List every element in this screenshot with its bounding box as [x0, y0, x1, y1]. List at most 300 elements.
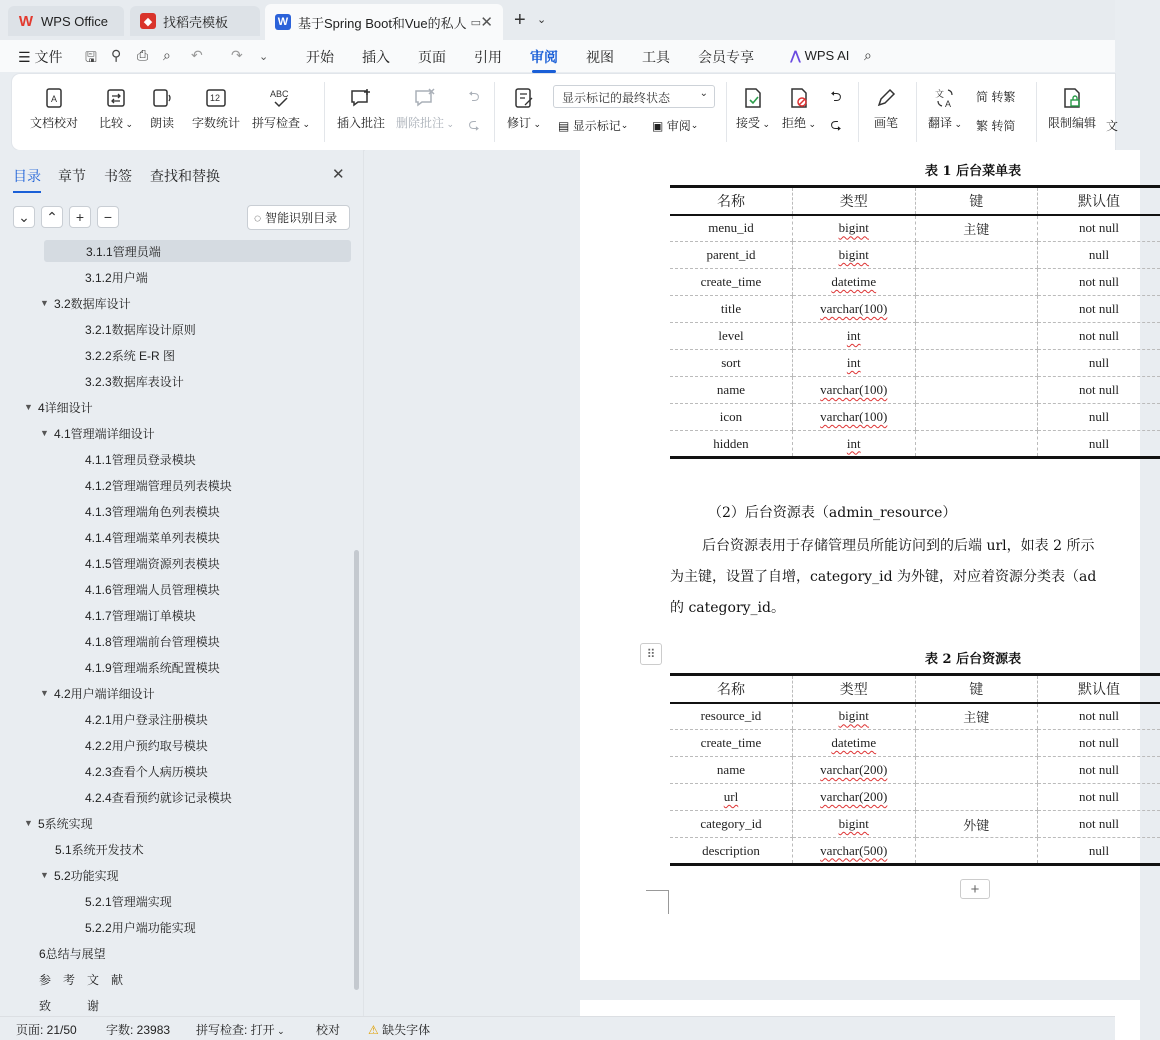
table-row: [670, 350, 1160, 377]
add-row-button[interactable]: [960, 879, 990, 899]
table-cell[interactable]: name: [670, 757, 793, 784]
table-admin-resource[interactable]: [670, 673, 1160, 866]
compare-icon: [104, 86, 128, 110]
toc-item[interactable]: [85, 552, 220, 574]
toc-item[interactable]: [85, 266, 148, 288]
table-header-cell: 名称: [670, 187, 793, 215]
toc-item[interactable]: [55, 838, 144, 860]
tab-document[interactable]: [265, 4, 503, 40]
plus-icon: +: [75, 209, 85, 225]
expand-triangle-icon[interactable]: ▼: [40, 298, 49, 308]
review-label: 审阅: [666, 119, 691, 133]
prev-change-icon[interactable]: ⮌: [830, 88, 842, 104]
ribbon-divider: [726, 82, 727, 142]
wps-logo-icon: W: [18, 12, 34, 30]
table-cell[interactable]: int: [793, 350, 916, 377]
missing-font-label: 缺失字体: [382, 1023, 431, 1037]
toc-item-label: 3.2数据库设计: [54, 296, 131, 311]
table-move-handle[interactable]: [640, 643, 662, 665]
word-count-button[interactable]: [190, 86, 242, 131]
insert-comment-icon: [349, 86, 373, 110]
review-ribbon: [12, 74, 1119, 150]
delete-comment-button[interactable]: [394, 86, 456, 131]
chevron-down-icon: ⌄: [805, 119, 817, 129]
table-header-cell: 键: [915, 675, 1038, 703]
menu-home[interactable]: 开始: [306, 49, 334, 65]
to-simplified-label: 繁 转简: [976, 119, 1016, 133]
more-ribbon-button[interactable]: [1106, 117, 1118, 134]
toc-item-label: 5.2.2用户端功能实现: [85, 920, 196, 935]
table-row: [670, 838, 1160, 865]
chevron-down-icon: ⌄: [759, 119, 771, 129]
spell-check-status[interactable]: [196, 1021, 285, 1038]
chevron-down-icon: ⌄: [18, 208, 30, 225]
table-row: [670, 323, 1160, 350]
table-cell[interactable]: null: [1038, 431, 1160, 458]
table-cell[interactable]: datetime: [793, 269, 916, 296]
word-count-icon: [204, 86, 228, 110]
toc-item[interactable]: [40, 422, 155, 444]
table-row: [670, 296, 1160, 323]
table-cell[interactable]: varchar(100): [793, 404, 916, 431]
section-heading: （2）后台资源表（admin_resource）: [708, 505, 957, 521]
table-cell[interactable]: not null: [1038, 757, 1160, 784]
spell-check-button[interactable]: [250, 86, 312, 131]
table-row: [670, 703, 1160, 730]
table-cell[interactable]: not null: [1038, 269, 1160, 296]
insert-comment-label: 插入批注: [336, 116, 385, 130]
smart-toc-icon: ◌: [254, 210, 262, 225]
search-icon[interactable]: ⌕: [864, 47, 872, 63]
toc-item-label: 6总结与展望: [39, 946, 106, 961]
document-page[interactable]: [580, 150, 1140, 980]
table-cell[interactable]: null: [1038, 838, 1160, 865]
chevron-down-icon: ⌄: [443, 119, 455, 129]
table-cell[interactable]: [915, 757, 1038, 784]
prev-comment-icon[interactable]: ⮌: [468, 88, 480, 104]
table-cell[interactable]: title: [670, 296, 793, 323]
menu-tools[interactable]: 工具: [642, 49, 670, 65]
drag-handle-icon: ⠿: [646, 647, 656, 661]
toc-item-label: 4.1.1管理员登录模块: [85, 452, 196, 467]
reject-button[interactable]: [780, 86, 818, 131]
chevron-up-icon: ⌃: [46, 208, 58, 225]
word-count-status[interactable]: 字数: 23983: [106, 1023, 171, 1037]
table-cell[interactable]: not null: [1038, 296, 1160, 323]
toc-item[interactable]: [85, 786, 232, 808]
tab-chapters[interactable]: 章节: [58, 168, 86, 184]
doc-check-label: 文档校对: [29, 116, 78, 130]
paragraph-line: 为主键，设置了自增，category_id 为外键，对应着资源分类表（ad: [670, 569, 1097, 585]
svg-text:12: 12: [210, 93, 221, 103]
table-cell[interactable]: 主键: [915, 215, 1038, 242]
table-cell[interactable]: url: [670, 784, 793, 811]
toc-item-label: 4.1.5管理端资源列表模块: [85, 556, 220, 571]
table-cell[interactable]: [915, 730, 1038, 757]
toc-item-label: 3.1.2用户端: [85, 270, 148, 285]
translate-icon: [933, 86, 957, 110]
page-margin-corner: [646, 890, 669, 914]
table-header-cell: 默认值: [1038, 187, 1160, 215]
table-cell[interactable]: create_time: [670, 269, 793, 296]
table-cell[interactable]: not null: [1038, 377, 1160, 404]
chevron-down-icon: ⌄: [951, 119, 963, 129]
table-cell[interactable]: int: [793, 323, 916, 350]
table-cell[interactable]: [915, 784, 1038, 811]
tab-find-replace[interactable]: 查找和替换: [150, 168, 220, 184]
table1-caption: 表 1 后台菜单表: [925, 164, 1022, 179]
toc-item-label: 4.1.4管理端菜单列表模块: [85, 530, 220, 545]
docer-logo-icon: ◆: [140, 13, 156, 29]
remove-heading-button[interactable]: [97, 206, 119, 228]
table-cell[interactable]: menu_id: [670, 215, 793, 242]
toc-item[interactable]: [85, 370, 184, 392]
toc-item[interactable]: [85, 448, 196, 470]
word-count-label: 字数统计: [191, 116, 240, 130]
table-cell[interactable]: null: [1038, 350, 1160, 377]
table-row: [670, 730, 1160, 757]
svg-text:ABC: ABC: [270, 89, 289, 99]
menu-page[interactable]: 页面: [418, 49, 446, 65]
next-change-icon[interactable]: ⮎: [830, 116, 842, 132]
tab-bar: [0, 0, 1115, 40]
more-ribbon-label: 文: [1106, 119, 1119, 133]
toc-item[interactable]: [39, 942, 106, 964]
proofread-status[interactable]: 校对: [316, 1023, 341, 1037]
table-row: [670, 215, 1160, 242]
close-pane-icon[interactable]: ✕: [332, 166, 345, 183]
menu-member[interactable]: 会员专享: [698, 49, 754, 65]
svg-text:A: A: [945, 99, 952, 109]
next-comment-icon[interactable]: ⮎: [468, 116, 480, 132]
toc-item[interactable]: [44, 240, 351, 262]
menu-bar: [0, 40, 1115, 72]
show-markup-icon: ▤: [558, 118, 570, 133]
save-icon[interactable]: 🖫: [85, 49, 97, 65]
svg-text:A: A: [51, 94, 58, 104]
table-cell[interactable]: bigint: [793, 215, 916, 242]
menu-view[interactable]: 视图: [586, 49, 614, 65]
table-row: [670, 784, 1160, 811]
toc-item-label: 4.2.2用户预约取号模块: [85, 738, 208, 753]
doc-check-button[interactable]: [28, 86, 80, 131]
table-cell[interactable]: varchar(200): [793, 784, 916, 811]
to-traditional-button[interactable]: [976, 88, 1015, 105]
spell-check-icon: [269, 86, 293, 110]
toc-item-label: 4详细设计: [38, 400, 93, 415]
menu-insert[interactable]: 插入: [362, 49, 390, 65]
table-cell[interactable]: varchar(500): [793, 838, 916, 865]
add-heading-button[interactable]: [69, 206, 91, 228]
toc-item[interactable]: [85, 604, 196, 626]
plus-icon: +: [970, 880, 980, 898]
chevron-down-icon: ⌄: [122, 119, 134, 129]
table-cell[interactable]: 主键: [915, 703, 1038, 730]
toc-item[interactable]: [85, 708, 208, 730]
chevron-down-icon: ⌄: [620, 120, 629, 130]
toc-item[interactable]: [85, 630, 220, 652]
table-cell[interactable]: hidden: [713, 435, 749, 451]
paragraph-line: 的 category_id。: [670, 600, 785, 616]
table-cell[interactable]: description: [702, 842, 760, 858]
table-cell[interactable]: bigint: [793, 703, 916, 730]
table-cell[interactable]: sort: [670, 350, 793, 377]
table-row: [670, 757, 1160, 784]
toc-item-label: 4.1.3管理端角色列表模块: [85, 504, 220, 519]
review-pane-button[interactable]: [652, 117, 698, 134]
toc-item-label: 4.1.9管理端系统配置模块: [85, 660, 220, 675]
expand-triangle-icon[interactable]: ▼: [40, 870, 49, 880]
table-cell[interactable]: [915, 838, 1038, 865]
chevron-down-icon: ⌄: [699, 88, 708, 99]
translate-button[interactable]: [924, 86, 966, 131]
toc-item[interactable]: [40, 292, 131, 314]
toc-item-label: 4.1管理端详细设计: [54, 426, 155, 441]
table2-caption: 表 2 后台资源表: [925, 652, 1022, 667]
expand-triangle-icon[interactable]: ▼: [40, 688, 49, 698]
table-row: [670, 242, 1160, 269]
revise-label: 修订: [506, 116, 531, 130]
menu-reference[interactable]: 引用: [474, 49, 502, 65]
accept-icon: [741, 86, 765, 110]
tab-label: 找稻壳模板: [163, 14, 229, 30]
track-changes-icon: [512, 86, 536, 110]
table-cell[interactable]: not null: [1038, 215, 1160, 242]
tab-label: 基于Spring Boot和Vue的私人: [298, 15, 467, 31]
table-cell[interactable]: [915, 323, 1038, 350]
toc-item[interactable]: [85, 318, 196, 340]
toc-item[interactable]: [85, 734, 208, 756]
delete-comment-label: 删除批注: [395, 116, 444, 130]
collapse-down-button[interactable]: [13, 206, 35, 228]
share-icon[interactable]: ⚲: [111, 47, 122, 63]
table-cell[interactable]: 外键: [915, 811, 1038, 838]
table-cell[interactable]: name: [670, 377, 793, 404]
spell-label: 拼写检查: [251, 116, 300, 130]
table-cell[interactable]: [915, 242, 1038, 269]
table-cell[interactable]: resource_id: [670, 703, 793, 730]
table-admin-menu[interactable]: [670, 185, 1160, 459]
toc-item[interactable]: [40, 864, 119, 886]
toc-item[interactable]: [85, 526, 220, 548]
tab-template[interactable]: [130, 6, 260, 36]
paragraph-line: 后台资源表用于存储管理员所能访问到的后端 url，如表 2 所示: [702, 538, 1095, 554]
undo-icon[interactable]: ↶: [191, 47, 203, 63]
table-cell[interactable]: int: [793, 431, 916, 458]
pen-label: 画笔: [873, 116, 898, 130]
expand-triangle-icon[interactable]: ▼: [40, 428, 49, 438]
new-tab-icon[interactable]: +: [514, 9, 526, 31]
redo-icon[interactable]: ↷: [231, 47, 243, 63]
toc-item[interactable]: [40, 682, 155, 704]
table-cell[interactable]: icon: [670, 404, 793, 431]
table-row: [670, 811, 1160, 838]
toc-item-label: 4.2.4查看预约就诊记录模块: [85, 790, 232, 805]
table-cell[interactable]: datetime: [793, 730, 916, 757]
toc-item-label: 4.2.1用户登录注册模块: [85, 712, 208, 727]
table-cell[interactable]: [915, 431, 1038, 458]
restrict-editing-button[interactable]: [1046, 86, 1098, 131]
ribbon-divider: [324, 82, 325, 142]
table-cell[interactable]: not null: [1038, 703, 1160, 730]
markup-state-value: 显示标记的最终状态: [562, 91, 671, 105]
table-header-cell: 默认值: [1038, 675, 1160, 703]
close-tab-icon[interactable]: ✕: [480, 14, 493, 31]
toc-item[interactable]: [24, 396, 93, 418]
tab-label: WPS Office: [41, 13, 108, 29]
insert-comment-button[interactable]: [334, 86, 388, 131]
table-cell[interactable]: null: [1038, 242, 1160, 269]
show-markup-label: 显示标记: [572, 119, 621, 133]
ribbon-divider: [858, 82, 859, 142]
table-row: [670, 431, 1160, 458]
ribbon-divider: [1036, 82, 1037, 142]
toc-item[interactable]: [85, 760, 208, 782]
table-cell[interactable]: [915, 377, 1038, 404]
page-indicator[interactable]: 页面: 21/50: [16, 1023, 77, 1037]
toc-item[interactable]: [39, 994, 99, 1016]
tab-toc[interactable]: 目录: [13, 168, 41, 184]
tab-list-chevron-icon[interactable]: ⌄: [537, 14, 547, 26]
toc-item[interactable]: [85, 578, 220, 600]
document-area: [365, 150, 1120, 1016]
reject-icon: [787, 86, 811, 110]
expand-triangle-icon[interactable]: ▼: [24, 402, 33, 412]
toc-item-label: 5.1系统开发技术: [55, 842, 144, 857]
markup-state-dropdown[interactable]: [553, 85, 715, 108]
toc-item-label: 4.1.6管理端人员管理模块: [85, 582, 220, 597]
accept-label: 接受: [735, 116, 760, 130]
accept-button[interactable]: [734, 86, 772, 131]
table-cell[interactable]: [915, 404, 1038, 431]
read-aloud-button[interactable]: [146, 86, 178, 131]
smart-toc-button[interactable]: [247, 205, 350, 230]
toc-item-label: 5.2.1管理端实现: [85, 894, 172, 909]
navigation-pane: [0, 150, 364, 1016]
table-cell[interactable]: create_time: [670, 730, 793, 757]
toc-item[interactable]: [85, 890, 172, 912]
toc-item[interactable]: [85, 474, 232, 496]
smart-toc-label: 智能识别目录: [265, 211, 338, 225]
toc-item-label: 5系统实现: [38, 816, 93, 831]
table-cell[interactable]: not null: [1038, 784, 1160, 811]
compare-label: 比较: [98, 116, 123, 130]
table-row: [670, 377, 1160, 404]
print-icon[interactable]: ⎙: [137, 47, 149, 63]
restrict-edit-icon: [1060, 86, 1084, 110]
warning-icon: ⚠: [368, 1023, 379, 1037]
ai-logo-icon: ⋀: [790, 48, 801, 63]
menu-review[interactable]: 审阅: [530, 49, 558, 65]
table-cell[interactable]: varchar(100): [793, 377, 916, 404]
toc-item[interactable]: [85, 916, 196, 938]
to-simplified-button[interactable]: [976, 117, 1015, 134]
table-row: [670, 269, 1160, 296]
toc-item-label: 4.2.3查看个人病历模块: [85, 764, 208, 779]
chevron-down-icon: ⌄: [530, 119, 542, 129]
table-cell[interactable]: bigint: [793, 242, 916, 269]
track-changes-button[interactable]: [504, 86, 544, 131]
tab-bookmarks[interactable]: 书签: [104, 168, 132, 184]
toc-item[interactable]: [85, 344, 175, 366]
toc-item-label: 3.2.2系统 E-R 图: [85, 348, 176, 363]
expand-triangle-icon[interactable]: ▼: [24, 818, 33, 828]
restrict-label: 限制编辑: [1047, 116, 1096, 130]
toc-list: [0, 246, 356, 1016]
toc-item-label: 4.1.8管理端前台管理模块: [85, 634, 220, 649]
hamburger-icon: ☰: [18, 49, 31, 65]
table-cell[interactable]: parent_id: [670, 242, 793, 269]
table-header-cell: 名称: [670, 675, 793, 703]
file-menu[interactable]: [18, 47, 62, 67]
ribbon-divider: [494, 82, 495, 142]
pen-icon: [874, 86, 898, 110]
table-cell[interactable]: not null: [1038, 730, 1160, 757]
wps-ai-button[interactable]: [790, 48, 849, 64]
screen-icon[interactable]: ▭: [470, 16, 481, 29]
toc-item-label: 4.2用户端详细设计: [54, 686, 155, 701]
table-cell[interactable]: [915, 269, 1038, 296]
table-cell[interactable]: [915, 350, 1038, 377]
table-cell[interactable]: category_id: [670, 811, 793, 838]
toc-scrollbar[interactable]: [354, 550, 359, 990]
compare-button[interactable]: [96, 86, 136, 131]
chevron-down-icon: ⌄: [299, 119, 311, 129]
toc-item-label: 4.1.7管理端订单模块: [85, 608, 196, 623]
tab-wps-office[interactable]: [8, 6, 124, 36]
status-bar: [0, 1016, 1115, 1040]
toc-item[interactable]: [85, 656, 220, 678]
show-markup-button[interactable]: [558, 117, 628, 134]
toc-item-label: 3.1.1管理员端: [86, 244, 161, 259]
chevron-down-icon: ⌄: [274, 1026, 285, 1036]
spell-status-label: 拼写检查: 打开: [196, 1023, 275, 1037]
toc-item[interactable]: [24, 812, 93, 834]
delete-comment-icon: [413, 86, 437, 110]
svg-text:文: 文: [935, 89, 945, 99]
review-pane-icon: ▣: [652, 118, 664, 133]
table-cell[interactable]: bigint: [793, 811, 916, 838]
table-cell[interactable]: not null: [1038, 811, 1160, 838]
chevron-down-icon: ⌄: [690, 120, 699, 130]
toc-item-label: 5.2功能实现: [54, 868, 119, 883]
more-chevron-icon[interactable]: ⌄: [259, 51, 269, 63]
writer-doc-icon: W: [275, 14, 291, 30]
table-cell[interactable]: null: [1038, 404, 1160, 431]
collapse-up-button[interactable]: [41, 206, 63, 228]
table-cell[interactable]: varchar(100): [793, 296, 916, 323]
ribbon-divider: [916, 82, 917, 142]
read-aloud-icon: [150, 86, 174, 110]
minus-icon: −: [103, 209, 113, 225]
missing-font-status[interactable]: [368, 1021, 430, 1038]
table-cell[interactable]: varchar(200): [793, 757, 916, 784]
toc-item[interactable]: [85, 500, 220, 522]
table-cell[interactable]: not null: [1038, 323, 1160, 350]
pen-button[interactable]: [868, 86, 904, 131]
table-cell[interactable]: level: [670, 323, 793, 350]
reject-label: 拒绝: [781, 116, 806, 130]
table-cell[interactable]: [915, 296, 1038, 323]
doc-check-icon: [42, 86, 66, 110]
toc-item[interactable]: [39, 968, 123, 990]
table-header-cell: 类型: [793, 187, 916, 215]
file-label: 文件: [34, 49, 63, 65]
translate-label: 翻译: [927, 116, 952, 130]
print-preview-icon[interactable]: ⌕: [163, 47, 171, 63]
table-header-cell: 键: [915, 187, 1038, 215]
toc-item-label: 致 谢: [39, 998, 100, 1013]
